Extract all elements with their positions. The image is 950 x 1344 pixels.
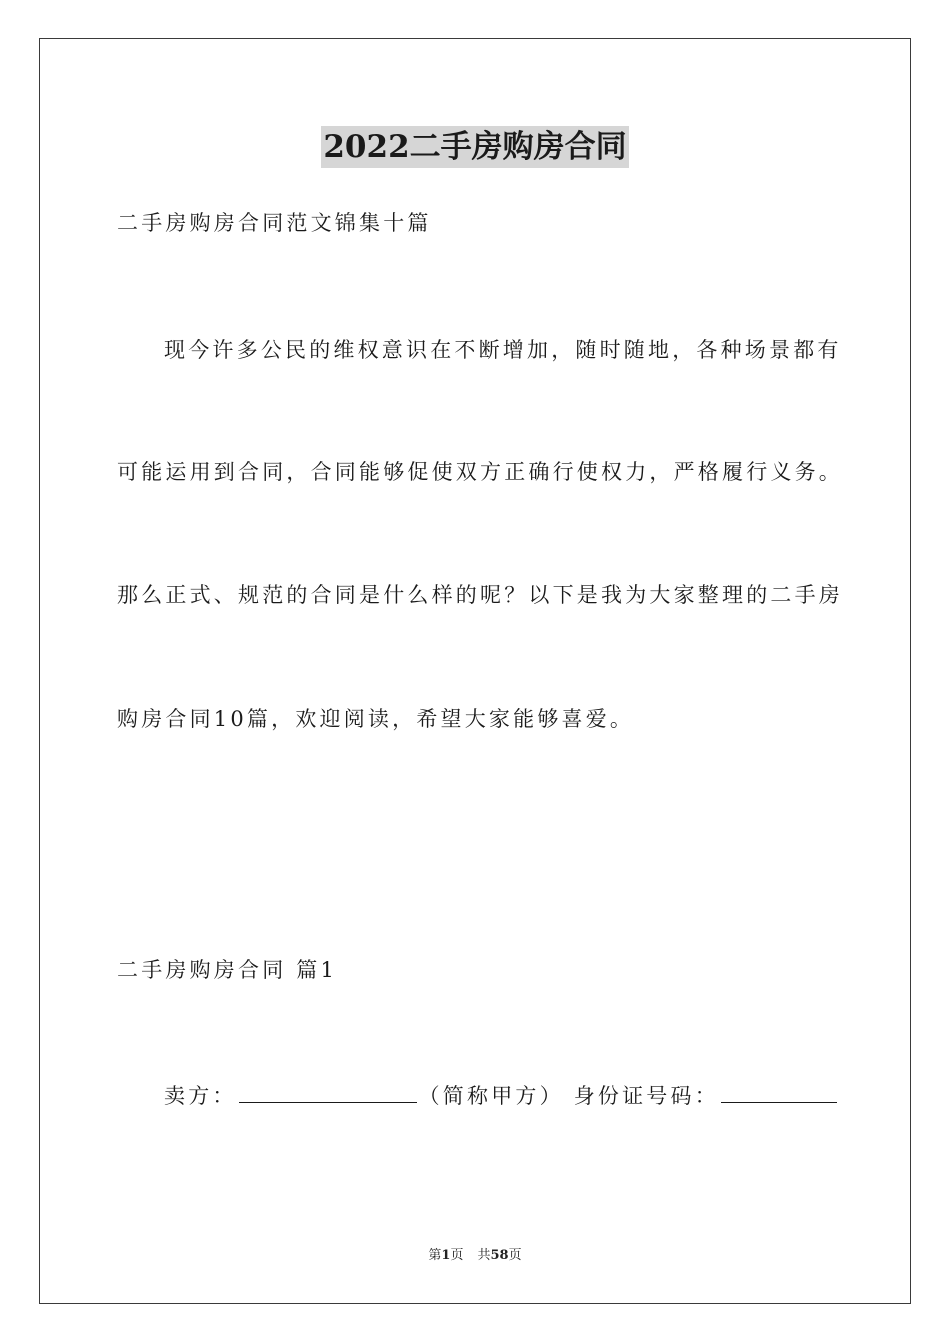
section-heading: 二手房购房合同 篇1	[117, 958, 338, 982]
footer-total-suffix: 页	[508, 1248, 522, 1263]
footer-total-prefix: 共	[477, 1248, 491, 1263]
seller-name-blank	[239, 1080, 417, 1103]
seller-abbrev: （简称甲方）	[418, 1084, 564, 1108]
intro-line-3: 那么正式、规范的合同是什么样的呢？以下是我为大家整理的二手房	[117, 583, 843, 607]
intro-line-2: 可能运用到合同，合同能够促使双方正确行使权力，严格履行义务。	[117, 460, 843, 484]
seller-id-blank	[721, 1080, 837, 1103]
footer-page-number: 1	[441, 1248, 451, 1263]
intro-line-1: 现今许多公民的维权意识在不断增加，随时随地，各种场景都有	[164, 338, 842, 362]
document-subtitle: 二手房购房合同范文锦集十篇	[117, 211, 432, 235]
footer-total-pages: 58	[490, 1248, 509, 1263]
page-footer	[0, 1247, 950, 1265]
seller-id-label: 身份证号码：	[573, 1084, 719, 1108]
intro-line-4: 购房合同10篇，欢迎阅读，希望大家能够喜爱。	[117, 707, 635, 731]
seller-label: 卖方：	[164, 1084, 237, 1108]
footer-prefix: 第	[428, 1248, 442, 1263]
document-title: 2022二手房购房合同	[321, 126, 628, 168]
title-container	[0, 126, 950, 168]
seller-line	[164, 1080, 839, 1111]
footer-page-suffix: 页	[450, 1248, 464, 1263]
